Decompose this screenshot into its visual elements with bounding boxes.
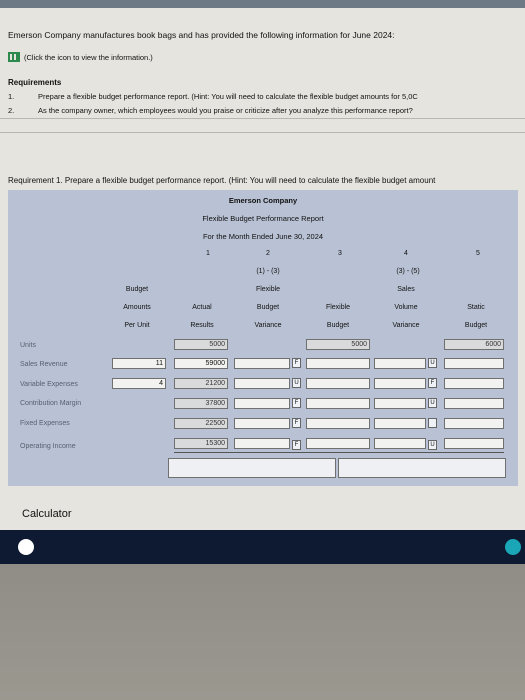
row-label-contribution-margin: Contribution Margin bbox=[20, 400, 82, 407]
flexible-budget-units: 5000 bbox=[306, 339, 370, 350]
flex-variance-variable-input[interactable] bbox=[234, 378, 290, 389]
info-link-text[interactable]: (Click the icon to view the information.) bbox=[24, 52, 153, 62]
summary-input-right[interactable] bbox=[338, 458, 506, 478]
header-budget: Budget bbox=[256, 304, 280, 311]
requirement-item-2 bbox=[8, 106, 413, 115]
header-budget: Budget bbox=[326, 322, 350, 329]
static-budget-cm-input[interactable] bbox=[444, 398, 504, 409]
static-budget-fixed-input[interactable] bbox=[444, 418, 504, 429]
sales-variance-sales-fu[interactable]: U bbox=[428, 358, 437, 368]
header-budget: Budget bbox=[464, 322, 488, 329]
requirement-number: 2. bbox=[8, 106, 15, 115]
formula-label: (3) - (5) bbox=[396, 268, 420, 275]
per-unit-sales-input[interactable]: 11 bbox=[112, 358, 166, 369]
column-number: 2 bbox=[266, 250, 270, 257]
requirement-text: As the company owner, which employees would you praise or criticize after you analyze this performance report? bbox=[38, 106, 413, 115]
report-period: For the Month Ended June 30, 2024 bbox=[202, 232, 324, 241]
flexible-budget-report bbox=[8, 190, 518, 486]
flex-variance-cm-fu[interactable]: F bbox=[292, 398, 301, 408]
sales-variance-cm-input[interactable] bbox=[374, 398, 426, 409]
flex-variance-sales-input[interactable] bbox=[234, 358, 290, 369]
sales-variance-sales-input[interactable] bbox=[374, 358, 426, 369]
actual-variable-expenses: 21200 bbox=[174, 378, 228, 389]
row-label-units: Units bbox=[20, 342, 36, 349]
report-title: Flexible Budget Performance Report bbox=[202, 214, 324, 223]
per-unit-variable-input[interactable]: 4 bbox=[112, 378, 166, 389]
intro-text: Emerson Company manufactures book bags and has provided the following information for June 2024: bbox=[8, 30, 395, 40]
row-label-variable-expenses: Variable Expenses bbox=[20, 381, 78, 388]
requirement-text: Prepare a flexible budget performance report. (Hint: You will need to calculate the flexible budget amounts for 5,0C bbox=[38, 92, 418, 101]
header-flexible: Flexible bbox=[255, 286, 281, 293]
requirement-item-1 bbox=[8, 92, 418, 101]
info-link-row[interactable] bbox=[8, 52, 153, 62]
header-per-unit: Per Unit bbox=[124, 322, 150, 329]
column-number: 1 bbox=[206, 250, 210, 257]
row-label-sales-revenue: Sales Revenue bbox=[20, 361, 68, 368]
actual-units: 5000 bbox=[174, 339, 228, 350]
flex-variance-oi-fu[interactable]: F bbox=[292, 440, 301, 450]
flex-variance-fixed-input[interactable] bbox=[234, 418, 290, 429]
question-page bbox=[0, 8, 525, 530]
requirements-heading: Requirements bbox=[8, 78, 62, 87]
header-flexible: Flexible bbox=[325, 304, 351, 311]
header-actual: Actual bbox=[192, 304, 212, 311]
column-number: 3 bbox=[338, 250, 342, 257]
requirement-1-prompt: Requirement 1. Prepare a flexible budget performance report. (Hint: You will need to calculate the flexible budget amount bbox=[8, 176, 436, 185]
flex-variance-sales-fu[interactable]: F bbox=[292, 358, 301, 368]
formula-label: (1) - (3) bbox=[256, 268, 280, 275]
data-table-icon[interactable] bbox=[8, 52, 20, 62]
row-label-operating-income: Operating Income bbox=[20, 443, 76, 450]
header-sales: Sales bbox=[397, 286, 415, 293]
sales-variance-cm-fu[interactable]: U bbox=[428, 398, 437, 408]
sales-variance-fixed-input[interactable] bbox=[374, 418, 426, 429]
summary-input[interactable] bbox=[168, 458, 336, 478]
sales-variance-variable-input[interactable] bbox=[374, 378, 426, 389]
taskbar bbox=[0, 530, 525, 564]
flexible-budget-cm-input[interactable] bbox=[306, 398, 370, 409]
sales-variance-variable-fu[interactable]: F bbox=[428, 378, 437, 388]
header-results: Results bbox=[190, 322, 214, 329]
sales-variance-fixed-fu[interactable] bbox=[428, 418, 437, 428]
header-volume: Volume bbox=[394, 304, 418, 311]
header-variance: Variance bbox=[254, 322, 282, 329]
flex-variance-variable-fu[interactable]: U bbox=[292, 378, 301, 388]
app-icon[interactable] bbox=[505, 539, 521, 555]
header-amounts: Amounts bbox=[123, 304, 151, 311]
flexible-budget-oi-input[interactable] bbox=[306, 438, 370, 449]
record-button-icon[interactable] bbox=[18, 539, 34, 555]
actual-sales-revenue: 59000 bbox=[174, 358, 228, 369]
header-static: Static bbox=[467, 304, 485, 311]
flexible-budget-sales-input[interactable] bbox=[306, 358, 370, 369]
desk-surface bbox=[0, 564, 525, 700]
column-number: 4 bbox=[404, 250, 408, 257]
divider bbox=[0, 132, 525, 133]
actual-contribution-margin: 37800 bbox=[174, 398, 228, 409]
divider bbox=[0, 118, 525, 119]
flex-variance-cm-input[interactable] bbox=[234, 398, 290, 409]
actual-fixed-expenses: 22500 bbox=[174, 418, 228, 429]
static-budget-sales-input[interactable] bbox=[444, 358, 504, 369]
requirement-number: 1. bbox=[8, 92, 15, 101]
company-name: Emerson Company bbox=[228, 196, 298, 205]
static-budget-variable-input[interactable] bbox=[444, 378, 504, 389]
actual-operating-income: 15300 bbox=[174, 438, 228, 449]
header-budget: Budget bbox=[125, 286, 149, 293]
flex-variance-fixed-fu[interactable]: F bbox=[292, 418, 301, 428]
flex-variance-oi-input[interactable] bbox=[234, 438, 290, 449]
static-budget-oi-input[interactable] bbox=[444, 438, 504, 449]
browser-top-bar bbox=[0, 0, 525, 8]
flexible-budget-variable-input[interactable] bbox=[306, 378, 370, 389]
sales-variance-oi-input[interactable] bbox=[374, 438, 426, 449]
calculator-label[interactable]: Calculator bbox=[22, 508, 72, 520]
column-number: 5 bbox=[476, 250, 480, 257]
header-variance: Variance bbox=[392, 322, 420, 329]
static-budget-units: 6000 bbox=[444, 339, 504, 350]
flexible-budget-fixed-input[interactable] bbox=[306, 418, 370, 429]
row-label-fixed-expenses: Fixed Expenses bbox=[20, 420, 70, 427]
sales-variance-oi-fu[interactable]: U bbox=[428, 440, 437, 450]
total-underline bbox=[174, 452, 504, 453]
